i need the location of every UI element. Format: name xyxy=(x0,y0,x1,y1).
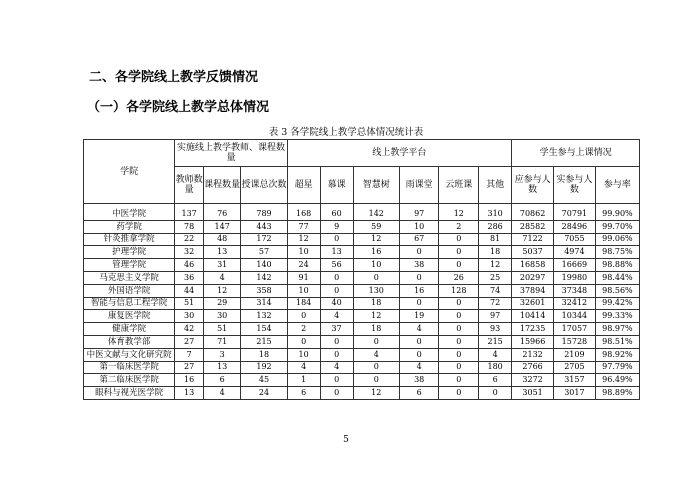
table-cell: 59 xyxy=(353,220,399,233)
table-cell: 67 xyxy=(399,233,439,246)
college-name-cell: 中医学院 xyxy=(84,204,175,221)
table-cell: 4 xyxy=(353,348,399,361)
table-cell: 0 xyxy=(353,374,399,387)
table-cell: 0 xyxy=(320,335,353,348)
table-cell: 16 xyxy=(353,246,399,259)
table-cell: 180 xyxy=(479,361,512,374)
college-name-cell: 外国语学院 xyxy=(84,284,175,297)
table-cell: 0 xyxy=(399,297,439,310)
table-cell: 98.44% xyxy=(595,271,639,284)
table-cell: 71 xyxy=(203,335,240,348)
table-cell: 0 xyxy=(320,271,353,284)
table-cell: 0 xyxy=(353,271,399,284)
page-number: 5 xyxy=(343,435,349,445)
table-cell: 0 xyxy=(439,297,479,310)
table-cell: 0 xyxy=(353,335,399,348)
table-row xyxy=(84,335,640,348)
table-cell: 40 xyxy=(320,297,353,310)
header-expected: 应参与人数 xyxy=(512,167,554,204)
table-cell: 154 xyxy=(241,323,287,336)
college-name-cell: 马克思主义学院 xyxy=(84,271,175,284)
table-cell: 0 xyxy=(399,271,439,284)
table-cell: 16 xyxy=(175,374,204,387)
table-cell: 7055 xyxy=(554,233,596,246)
table-cell: 24 xyxy=(287,259,320,272)
table-cell: 2132 xyxy=(512,348,554,361)
header-yunbanke: 云班课 xyxy=(439,167,479,204)
table-cell: 19 xyxy=(399,310,439,323)
table-cell: 97 xyxy=(399,204,439,221)
table-cell: 4 xyxy=(203,387,240,400)
table-cell: 28496 xyxy=(554,220,596,233)
table-cell: 97.79% xyxy=(595,361,639,374)
table-cell: 3051 xyxy=(512,387,554,400)
table-row xyxy=(84,348,640,361)
table-cell: 13 xyxy=(203,361,240,374)
header-mooc: 慕课 xyxy=(320,167,353,204)
table-cell: 137 xyxy=(175,204,204,221)
table-cell: 0 xyxy=(439,259,479,272)
table-cell: 6 xyxy=(287,387,320,400)
table-cell: 0 xyxy=(320,348,353,361)
college-name-cell: 管理学院 xyxy=(84,259,175,272)
table-row xyxy=(84,220,640,233)
college-name-cell: 中医文献与文化研究院 xyxy=(84,348,175,361)
college-name-cell: 智能与信息工程学院 xyxy=(84,297,175,310)
header-chaoxing: 超星 xyxy=(287,167,320,204)
header-group-platform: 线上教学平台 xyxy=(287,140,512,167)
table-cell: 32 xyxy=(175,246,204,259)
table-cell: 172 xyxy=(241,233,287,246)
header-teachers: 教师数量 xyxy=(175,167,204,204)
college-name-cell: 健康学院 xyxy=(84,323,175,336)
table-cell: 2109 xyxy=(554,348,596,361)
table-cell: 0 xyxy=(320,284,353,297)
table-cell: 0 xyxy=(439,310,479,323)
table-cell: 99.90% xyxy=(595,204,639,221)
table-cell: 358 xyxy=(241,284,287,297)
table-cell: 10 xyxy=(287,284,320,297)
table-cell: 38 xyxy=(399,259,439,272)
table-cell: 4 xyxy=(320,361,353,374)
table-cell: 81 xyxy=(479,233,512,246)
table-cell: 215 xyxy=(479,335,512,348)
table-cell: 37348 xyxy=(554,284,596,297)
table-cell: 12 xyxy=(479,259,512,272)
table-cell: 286 xyxy=(479,220,512,233)
table-cell: 46 xyxy=(175,259,204,272)
table-cell: 60 xyxy=(320,204,353,221)
table-cell: 10344 xyxy=(554,310,596,323)
table-cell: 128 xyxy=(439,284,479,297)
college-name-cell: 护理学院 xyxy=(84,246,175,259)
table-cell: 0 xyxy=(439,335,479,348)
table-cell: 4 xyxy=(203,271,240,284)
table-cell: 0 xyxy=(399,348,439,361)
table-cell: 2705 xyxy=(554,361,596,374)
table-cell: 3272 xyxy=(512,374,554,387)
table-cell: 26 xyxy=(439,271,479,284)
table-cell: 13 xyxy=(175,387,204,400)
table-cell: 0 xyxy=(439,246,479,259)
table-cell: 13 xyxy=(203,246,240,259)
table-cell: 27 xyxy=(175,335,204,348)
header-other: 其他 xyxy=(479,167,512,204)
table-cell: 98.92% xyxy=(595,348,639,361)
table-cell: 12 xyxy=(353,233,399,246)
college-name-cell: 药学院 xyxy=(84,220,175,233)
table-cell: 0 xyxy=(287,310,320,323)
header-zhihuishu: 智慧树 xyxy=(353,167,399,204)
table-cell: 7122 xyxy=(512,233,554,246)
table-cell: 29 xyxy=(203,297,240,310)
table-cell: 70862 xyxy=(512,204,554,221)
table-cell: 98.88% xyxy=(595,259,639,272)
table-cell: 31 xyxy=(203,259,240,272)
table-cell: 12 xyxy=(203,284,240,297)
table-cell: 70791 xyxy=(554,204,596,221)
header-yuketang: 雨课堂 xyxy=(399,167,439,204)
table-cell: 6 xyxy=(203,374,240,387)
table-cell: 132 xyxy=(241,310,287,323)
table-cell: 2 xyxy=(287,323,320,336)
table-cell: 3157 xyxy=(554,374,596,387)
college-name-cell: 第一临床医学院 xyxy=(84,361,175,374)
table-row xyxy=(84,323,640,336)
table-cell: 142 xyxy=(241,271,287,284)
table-cell: 310 xyxy=(479,204,512,221)
table-cell: 2766 xyxy=(512,361,554,374)
table-cell: 0 xyxy=(399,246,439,259)
table-cell: 0 xyxy=(320,233,353,246)
header-actual: 实参与人数 xyxy=(554,167,596,204)
table-cell: 98.97% xyxy=(595,323,639,336)
table-cell: 12 xyxy=(353,310,399,323)
table-cell: 99.06% xyxy=(595,233,639,246)
table-row xyxy=(84,259,640,272)
header-college: 学院 xyxy=(84,140,175,204)
table-cell: 20297 xyxy=(512,271,554,284)
table-cell: 19980 xyxy=(554,271,596,284)
table-row xyxy=(84,297,640,310)
header-group-students: 学生参与上课情况 xyxy=(512,140,640,167)
table-cell: 314 xyxy=(241,297,287,310)
table-cell: 48 xyxy=(203,233,240,246)
table-cell: 16669 xyxy=(554,259,596,272)
table-row xyxy=(84,361,640,374)
table-body xyxy=(84,204,640,400)
table-cell: 22 xyxy=(175,233,204,246)
table-cell: 36 xyxy=(175,271,204,284)
table-cell: 0 xyxy=(439,323,479,336)
table-cell: 30 xyxy=(175,310,204,323)
table-cell: 4 xyxy=(479,348,512,361)
subsection-heading: （一）各学院线上教学总体情况 xyxy=(87,100,270,115)
table-cell: 30 xyxy=(203,310,240,323)
table-cell: 17057 xyxy=(554,323,596,336)
table-cell: 3017 xyxy=(554,387,596,400)
table-cell: 42 xyxy=(175,323,204,336)
table-cell: 99.33% xyxy=(595,310,639,323)
table-cell: 37 xyxy=(320,323,353,336)
college-name-cell: 第二临床医学院 xyxy=(84,374,175,387)
table-cell: 443 xyxy=(241,220,287,233)
table-cell: 10 xyxy=(353,259,399,272)
table-cell: 130 xyxy=(353,284,399,297)
table-cell: 0 xyxy=(439,348,479,361)
table-cell: 16 xyxy=(399,284,439,297)
table-cell: 147 xyxy=(203,220,240,233)
table-row xyxy=(84,310,640,323)
table-cell: 32601 xyxy=(512,297,554,310)
college-name-cell: 康复医学院 xyxy=(84,310,175,323)
table-cell: 4974 xyxy=(554,246,596,259)
college-name-cell: 体育教学部 xyxy=(84,335,175,348)
table-cell: 93 xyxy=(479,323,512,336)
table-cell: 44 xyxy=(175,284,204,297)
table-cell: 37894 xyxy=(512,284,554,297)
table-cell: 15966 xyxy=(512,335,554,348)
table-cell: 98.89% xyxy=(595,387,639,400)
table-cell: 0 xyxy=(320,374,353,387)
table-cell: 76 xyxy=(203,204,240,221)
table-cell: 6 xyxy=(479,374,512,387)
table-cell: 5037 xyxy=(512,246,554,259)
table-cell: 74 xyxy=(479,284,512,297)
table-cell: 32412 xyxy=(554,297,596,310)
table-cell: 0 xyxy=(287,335,320,348)
table-cell: 18 xyxy=(241,348,287,361)
statistics-table xyxy=(83,139,640,400)
table-cell: 98.56% xyxy=(595,284,639,297)
table-cell: 3 xyxy=(203,348,240,361)
table-cell: 98.75% xyxy=(595,246,639,259)
table-cell: 192 xyxy=(241,361,287,374)
table-cell: 16858 xyxy=(512,259,554,272)
table-cell: 56 xyxy=(320,259,353,272)
header-courses: 课程数量 xyxy=(203,167,240,204)
table-cell: 10 xyxy=(287,348,320,361)
table-cell: 4 xyxy=(399,361,439,374)
table-cell: 0 xyxy=(320,387,353,400)
table-cell: 18 xyxy=(353,297,399,310)
table-cell: 0 xyxy=(479,387,512,400)
table-cell: 4 xyxy=(399,323,439,336)
table-cell: 0 xyxy=(439,361,479,374)
table-cell: 28582 xyxy=(512,220,554,233)
table-cell: 18 xyxy=(479,246,512,259)
table-cell: 38 xyxy=(399,374,439,387)
table-cell: 168 xyxy=(287,204,320,221)
table-cell: 215 xyxy=(241,335,287,348)
table-cell: 12 xyxy=(353,387,399,400)
table-cell: 98.51% xyxy=(595,335,639,348)
table-cell: 13 xyxy=(320,246,353,259)
table-row xyxy=(84,387,640,400)
table-cell: 2 xyxy=(439,220,479,233)
table-cell: 57 xyxy=(241,246,287,259)
header-group-teachers: 实施线上教学教师、课程数量 xyxy=(175,140,287,167)
table-cell: 4 xyxy=(320,310,353,323)
table-cell: 91 xyxy=(287,271,320,284)
table-cell: 0 xyxy=(439,387,479,400)
table-cell: 140 xyxy=(241,259,287,272)
table-row xyxy=(84,284,640,297)
header-sessions: 授课总次数 xyxy=(241,167,287,204)
table-cell: 97 xyxy=(479,310,512,323)
table-cell: 77 xyxy=(287,220,320,233)
table-cell: 9 xyxy=(320,220,353,233)
table-cell: 184 xyxy=(287,297,320,310)
table-cell: 142 xyxy=(353,204,399,221)
table-cell: 10414 xyxy=(512,310,554,323)
table-cell: 72 xyxy=(479,297,512,310)
table-cell: 24 xyxy=(241,387,287,400)
table-cell: 789 xyxy=(241,204,287,221)
table-cell: 1 xyxy=(287,374,320,387)
table-cell: 17235 xyxy=(512,323,554,336)
table-caption: 表 3 各学院线上教学总体情况统计表 xyxy=(268,127,424,138)
table-cell: 6 xyxy=(399,387,439,400)
table-cell: 78 xyxy=(175,220,204,233)
college-name-cell: 针灸推拿学院 xyxy=(84,233,175,246)
table-cell: 27 xyxy=(175,361,204,374)
table-cell: 15728 xyxy=(554,335,596,348)
table-cell: 4 xyxy=(287,361,320,374)
table-cell: 7 xyxy=(175,348,204,361)
table-cell: 12 xyxy=(439,204,479,221)
table-cell: 99.70% xyxy=(595,220,639,233)
header-rate: 参与率 xyxy=(595,167,639,204)
table-row xyxy=(84,233,640,246)
table-cell: 0 xyxy=(439,374,479,387)
table-cell: 99.42% xyxy=(595,297,639,310)
college-name-cell: 眼科与视光医学院 xyxy=(84,387,175,400)
table-cell: 51 xyxy=(203,323,240,336)
table-cell: 45 xyxy=(241,374,287,387)
table-row xyxy=(84,374,640,387)
table-cell: 96.49% xyxy=(595,374,639,387)
section-heading: 二、各学院线上教学反馈情况 xyxy=(89,70,259,85)
table-cell: 18 xyxy=(353,323,399,336)
table-cell: 51 xyxy=(175,297,204,310)
table-row xyxy=(84,246,640,259)
table-cell: 10 xyxy=(287,246,320,259)
table-row xyxy=(84,271,640,284)
table-cell: 12 xyxy=(287,233,320,246)
table-cell: 0 xyxy=(439,233,479,246)
table-row xyxy=(84,204,640,221)
table-cell: 25 xyxy=(479,271,512,284)
table-cell: 10 xyxy=(399,220,439,233)
table-cell: 0 xyxy=(399,335,439,348)
table-cell: 0 xyxy=(353,361,399,374)
